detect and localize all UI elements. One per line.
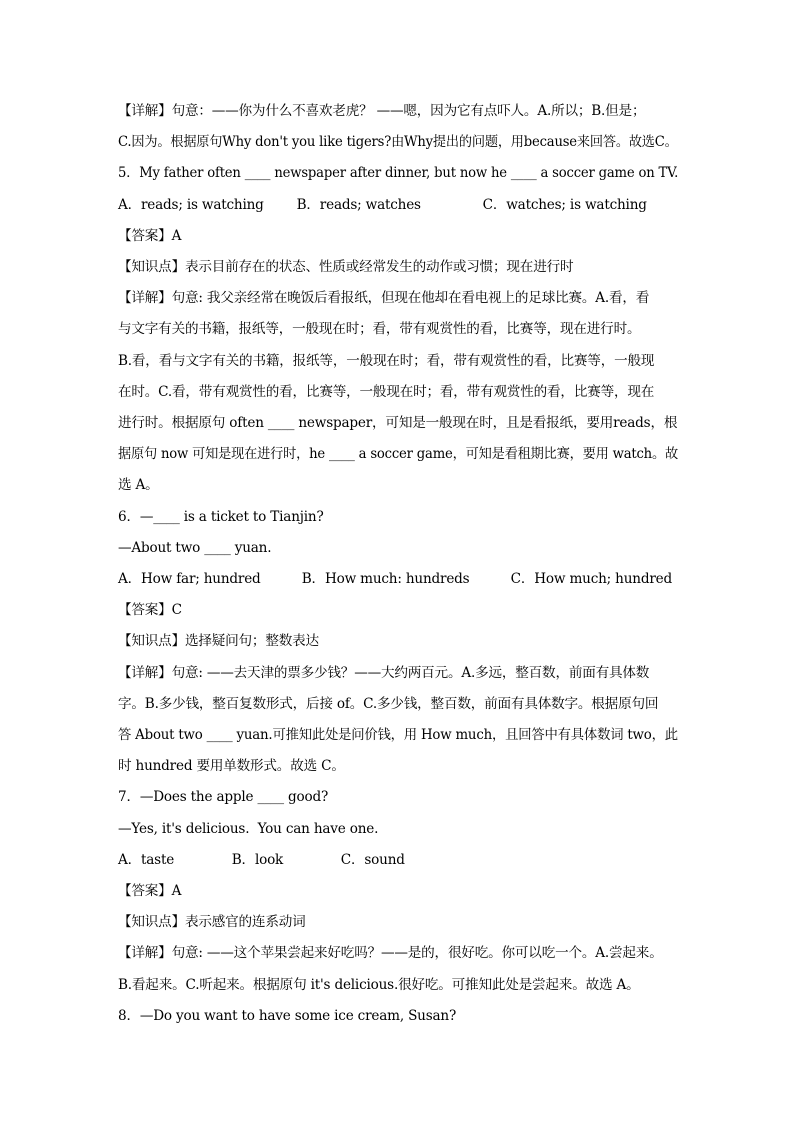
q7-explanation-line-1: 【详解】句意: ——这个苹果尝起来好吃吗？——是的，很好吃。你可以吃一个。A.尝起来。 <box>118 945 663 962</box>
q5-knowledge-point: 【知识点】表示目前存在的状态、性质或经常发生的动作或习惯；现在进行时 <box>118 259 574 276</box>
q5-explanation-line-6: 据原句 now 可知是现在进行时，he ____ a soccer game，可知是看租期比赛，要用 watch。故 <box>118 446 678 463</box>
q5-explanation-line-4: 在时。C.看，带有观赏性的看，比赛等，一般现在时；看，带有观赏性的看，比赛等，现在 <box>118 383 655 400</box>
q5-explanation-line-3: B.看，看与文字有关的书籍，报纸等，一般现在时；看，带有观赏性的看，比赛等，一般现 <box>118 352 655 369</box>
q5-explanation-line-5: 进行时。根据原句 often ____ newspaper，可知是一般现在时，且是看报纸，要用reads，根 <box>118 415 678 432</box>
q6-explanation-line-4: 时 hundred 要用单数形式。故选 C。 <box>118 758 345 775</box>
q5-answer: 【答案】A <box>118 227 182 244</box>
q6-knowledge-point: 【知识点】选择疑问句；整数表达 <box>118 633 319 650</box>
q5-explanation-line-2: 与文字有关的书籍，报纸等，一般现在时；看，带有观赏性的看，比赛等，现在进行时。 <box>118 321 641 338</box>
q8-question: 8．—Do you want to have some ice cream, Susan? <box>118 1007 457 1024</box>
q7-response: —Yes, it's delicious. You can have one. <box>118 820 379 837</box>
q7-answer: 【答案】A <box>118 883 182 900</box>
q4-explanation-line-1: 【详解】句意：——你为什么不喜欢老虎？ ——嗯，因为它有点吓人。A.所以；B.但是； <box>118 103 646 119</box>
q6-options: A．How far; hundred B．How much: hundreds C．How much; hundred <box>118 571 672 588</box>
q6-answer: 【答案】C <box>118 602 182 619</box>
q7-question: 7．—Does the apple ____ good? <box>118 789 329 806</box>
q7-explanation-line-2: B.看起来。C.听起来。根据原句 it's delicious.很好吃。可推知此处是尝起来。故选 A。 <box>118 976 640 993</box>
q6-explanation-line-2: 字。B.多少钱，整百复数形式，后接 of。C.多少钱，整百数，前面有具体数字。根据原句回 <box>118 695 659 712</box>
q5-explanation-line-1: 【详解】句意: 我父亲经常在晚饭后看报纸，但现在他却在看电视上的足球比赛。A.看，看 <box>118 290 650 307</box>
q6-response: —About two ____ yuan. <box>118 539 272 556</box>
q6-explanation-line-3: 答 About two ____ yuan.可推知此处是问价钱，用 How much，且回答中有具体数词 two，此 <box>118 727 678 744</box>
q6-explanation-line-1: 【详解】句意: ——去天津的票多少钱？——大约两百元。A.多远，整百数，前面有具体数 <box>118 664 650 681</box>
q7-options: A．taste B．look C．sound <box>118 851 405 868</box>
document-page <box>118 96 678 1032</box>
q5-options: A．reads; is watching B．reads; watches C．watches; is watching <box>118 196 647 213</box>
q7-knowledge-point: 【知识点】表示感官的连系动词 <box>118 914 306 931</box>
q5-question: 5．My father often ____ newspaper after dinner, but now he ____ a soccer game on TV. <box>118 165 679 182</box>
q5-explanation-line-7: 选 A。 <box>118 477 159 494</box>
q6-question: 6．—____ is a ticket to Tianjin? <box>118 508 324 525</box>
q4-explanation-line-2: C.因为。根据原句Why don't you like tigers?由Why提出的问题，用because来回答。故选C。 <box>118 134 678 151</box>
